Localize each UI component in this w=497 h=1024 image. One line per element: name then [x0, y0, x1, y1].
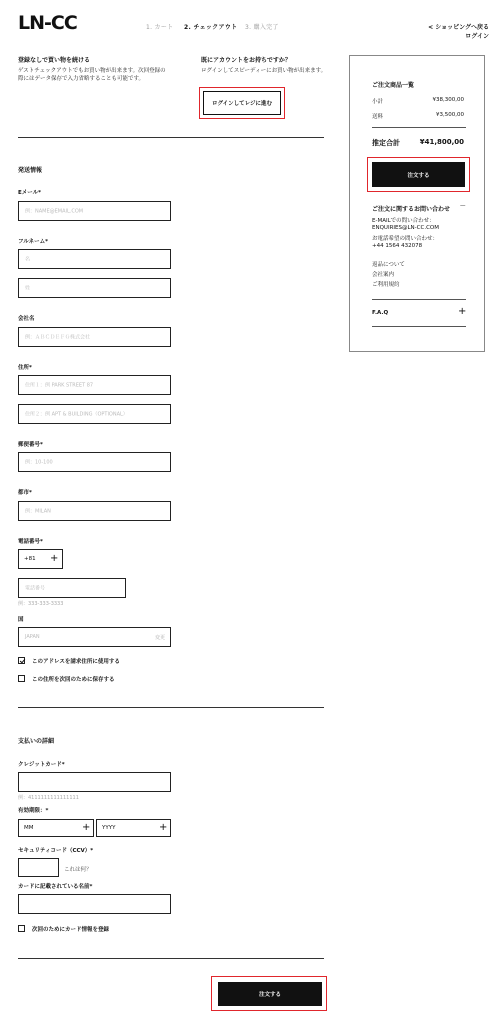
country-label: 国 — [18, 617, 24, 623]
divider — [372, 326, 466, 327]
returns-link[interactable]: 返品について — [372, 262, 405, 268]
ccv-label: セキュリティコード（CCV）* — [18, 848, 94, 854]
country-value: JAPAN — [25, 634, 40, 640]
account-text: ログインしてスピーディーにお買い物が出来ます。 — [201, 68, 327, 74]
last-name-input[interactable]: 名 — [18, 249, 171, 269]
subtotal-label: 小計 — [372, 99, 384, 105]
terms-link[interactable]: ご利用規約 — [372, 282, 400, 288]
plus-icon: + — [159, 822, 168, 833]
plus-icon: + — [50, 553, 59, 564]
save-address-label: この住所を次回のために保存する — [32, 677, 115, 683]
subtotal-value: ¥38,300,00 — [432, 97, 464, 103]
city-input[interactable]: 例：MILAN — [18, 501, 171, 521]
plus-icon: + — [82, 822, 91, 833]
summary-title: ご注文商品一覧 — [372, 82, 415, 89]
first-name-input[interactable]: 姓 — [18, 278, 171, 298]
login-checkout-button[interactable]: ログインしてレジに進む — [203, 91, 281, 115]
cardholder-label: カードに記載されている名前* — [18, 884, 93, 890]
expiry-month-select[interactable] — [18, 819, 94, 837]
phone-caption: お電話希望の問い合わせ： — [372, 236, 439, 242]
account-title: 既にアカウントをお持ちですか？ — [201, 57, 291, 64]
divider — [372, 127, 466, 128]
company-input[interactable]: 例：ＡＢＣＤＥＦＧ株式会社 — [18, 327, 171, 347]
phone-label: 電話番号* — [18, 539, 43, 545]
use-billing-label: このアドレスを請求住所に使用する — [32, 659, 120, 665]
card-number-input[interactable] — [18, 772, 171, 792]
email-label: Eメール* — [18, 190, 42, 196]
guest-text: ゲストチェックアウトでもお買い物が出来ます。次回登録の際にはデータ保存で入力省略することも可能です。 — [18, 68, 166, 82]
login-link[interactable]: ログイン — [465, 33, 489, 40]
expiry-label: 有効期限：* — [18, 808, 49, 814]
save-card-checkbox[interactable] — [18, 925, 25, 932]
expand-icon[interactable]: + — [458, 306, 467, 317]
save-address-checkbox[interactable] — [18, 675, 25, 682]
address-label: 住所* — [18, 365, 32, 371]
guest-title: 登録なしで買い物を続ける — [18, 57, 91, 64]
email-input[interactable]: 例：NAME@EMAIL.COM — [18, 201, 171, 221]
divider — [18, 707, 324, 708]
postal-label: 郵便番号* — [18, 442, 43, 448]
phone-input[interactable]: 電話番号 — [18, 578, 126, 598]
shipping-cost-label: 送料 — [372, 114, 384, 120]
shipping-cost-value: ¥3,500,00 — [436, 112, 464, 118]
collapse-icon[interactable]: — — [460, 203, 466, 209]
total-value: ¥41,800,00 — [419, 138, 464, 146]
phone-hint: 例：333-333-3333 — [18, 601, 64, 607]
place-order-button-sidebar[interactable]: 注文する — [372, 162, 465, 187]
email-caption: E-MAILでの問い合わせ： — [372, 218, 435, 224]
place-order-button-bottom[interactable]: 注文する — [218, 982, 322, 1006]
city-label: 都市* — [18, 490, 32, 496]
cardholder-input[interactable] — [18, 894, 171, 914]
card-label: クレジットカード* — [18, 762, 65, 768]
year-value: YYYY — [102, 825, 116, 831]
step-checkout: 2. チェックアウト — [184, 24, 238, 31]
total-label: 推定合計 — [372, 139, 400, 147]
company-label: 会社名 — [18, 316, 35, 322]
phone-code-value: +81 — [24, 556, 36, 562]
logo[interactable]: LN-CC — [18, 12, 77, 34]
contact-email-link[interactable]: ENQUIRIES@LN-CC.COM — [372, 225, 439, 231]
address2-input[interactable]: 住所２：例 APT & BUILDING（OPTIONAL） — [18, 404, 171, 424]
payment-title: 支払いの詳細 — [18, 738, 55, 745]
ccv-help-link[interactable]: これは何？ — [64, 867, 92, 873]
country-change-link[interactable]: 変更 — [154, 635, 165, 641]
contact-phone: +44 1564 432078 — [372, 243, 423, 249]
expiry-year-select[interactable] — [96, 819, 171, 837]
divider — [18, 137, 324, 138]
faq-toggle[interactable]: F.A.Q — [372, 310, 389, 316]
continue-shopping-link[interactable]: < ショッピングへ戻る — [428, 24, 489, 31]
ccv-input[interactable] — [18, 858, 59, 877]
use-billing-checkbox[interactable] — [18, 657, 25, 664]
contact-title: ご注文に関するお問い合わせ — [372, 206, 451, 213]
shipping-title: 発送情報 — [18, 167, 43, 174]
fullname-label: フルネーム* — [18, 239, 48, 245]
step-complete: 3. 購入完了 — [245, 24, 279, 31]
save-card-label: 次回のためにカード情報を登録 — [32, 927, 110, 933]
company-info-link[interactable]: 会社案内 — [372, 272, 395, 278]
address1-input[interactable]: 住所１：例 PARK STREET 87 — [18, 375, 171, 395]
phone-code-select[interactable] — [18, 549, 63, 569]
postal-input[interactable]: 例：10-100 — [18, 452, 171, 472]
divider — [372, 299, 466, 300]
order-summary-panel — [349, 55, 485, 352]
step-cart[interactable]: 1. カート — [146, 24, 174, 31]
month-value: MM — [24, 825, 34, 831]
country-select[interactable] — [18, 627, 171, 647]
divider — [18, 958, 324, 959]
card-hint: 例：4111111111111111 — [18, 795, 79, 801]
